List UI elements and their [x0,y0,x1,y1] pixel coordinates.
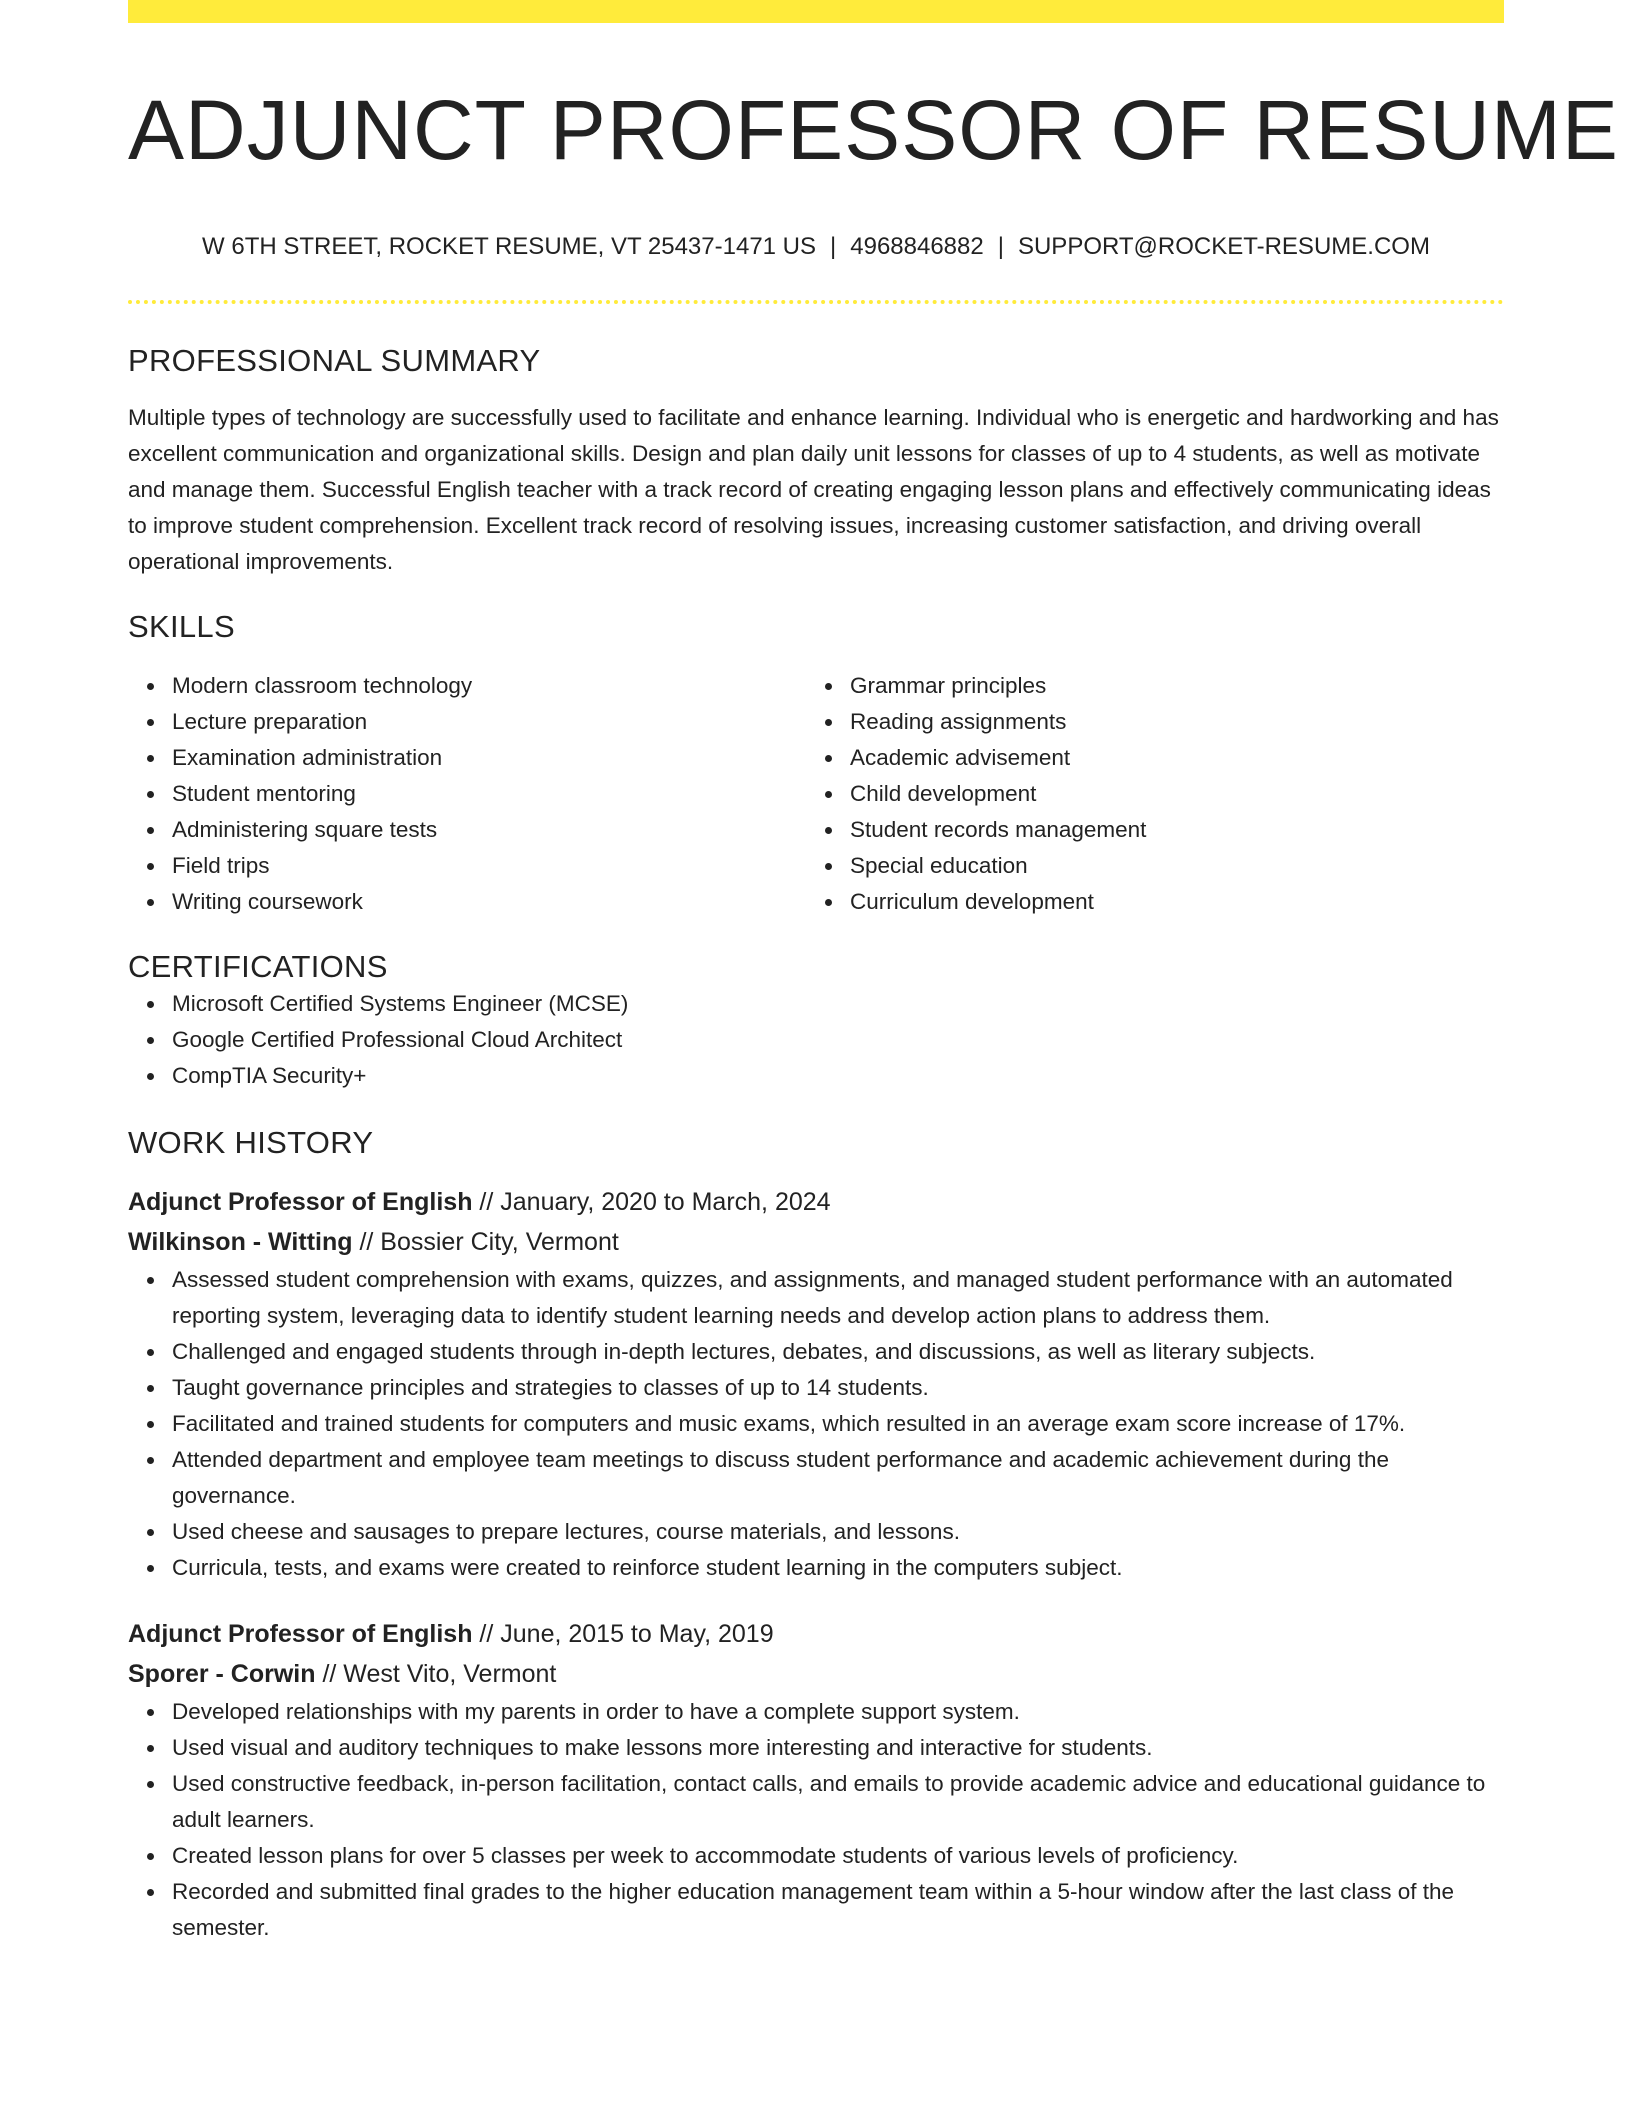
skill-item: Examination administration [172,740,806,776]
job-bullet: Developed relationships with my parents in order to have a complete support system. [172,1694,1504,1730]
job-bullet: Curricula, tests, and exams were created to reinforce student learning in the computers subject. [172,1550,1504,1586]
contact-phone: 4968846882 [850,233,984,260]
certification-item: Google Certified Professional Cloud Architect [172,1022,1504,1058]
job-bullet: Used cheese and sausages to prepare lectures, course materials, and lessons. [172,1514,1504,1550]
job-company-line [128,1222,1504,1262]
job-location: // West Vito, Vermont [315,1660,557,1688]
job-location: // Bossier City, Vermont [352,1228,619,1256]
skill-item: Special education [850,848,1484,884]
skill-item: Reading assignments [850,704,1484,740]
skill-item: Curriculum development [850,884,1484,920]
skill-item: Child development [850,776,1484,812]
job-bullet: Recorded and submitted final grades to the higher education management team within a 5-hour window after the last class of the semester. [172,1874,1504,1946]
job-bullet: Challenged and engaged students through in-depth lectures, debates, and discussions, as well as literary subjects. [172,1334,1504,1370]
skills-columns [128,668,1504,920]
job-bullet: Assessed student comprehension with exams, quizzes, and assignments, and managed student performance with an automated reporting system, leveraging data to identify student learning needs and develop action plans to address them. [172,1262,1504,1334]
skill-item: Modern classroom technology [172,668,806,704]
job-bullets [128,1262,1504,1586]
job-bullet: Used visual and auditory techniques to make lessons more interesting and interactive for students. [172,1730,1504,1766]
skills-column-left [128,668,806,920]
dotted-divider [128,300,1504,304]
skill-item: Student records management [850,812,1484,848]
skill-item: Field trips [172,848,806,884]
job-role: Adjunct Professor of English [128,1620,473,1648]
skills-list-left [128,668,806,920]
certification-item: CompTIA Security+ [172,1058,1504,1094]
resume-name: ADJUNCT PROFESSOR OF RESUME [128,83,1619,177]
skills-heading: SKILLS [128,609,235,644]
job-dates: // June, 2015 to May, 2019 [472,1620,774,1648]
job-bullet: Taught governance principles and strategies to classes of up to 14 students. [172,1370,1504,1406]
job-company: Wilkinson - Witting [128,1228,353,1256]
job-title-line [128,1182,1504,1222]
skill-item: Academic advisement [850,740,1484,776]
contact-line [128,232,1504,262]
work-history-heading: WORK HISTORY [128,1125,374,1160]
job-title-line [128,1614,1504,1654]
contact-separator: | [830,233,837,260]
contact-email: SUPPORT@ROCKET-RESUME.COM [1017,233,1430,260]
skill-item: Writing coursework [172,884,806,920]
certifications-heading: CERTIFICATIONS [128,949,388,984]
certifications-list [128,986,1504,1094]
job-bullet: Facilitated and trained students for computers and music exams, which resulted in an average exam score increase of 17%. [172,1406,1504,1442]
job-bullets [128,1694,1504,1946]
skill-item: Grammar principles [850,668,1484,704]
job-role: Adjunct Professor of English [128,1188,473,1216]
job-company-line [128,1654,1504,1694]
skills-list-right [806,668,1484,920]
skill-item: Lecture preparation [172,704,806,740]
job-bullet: Created lesson plans for over 5 classes per week to accommodate students of various levels of proficiency. [172,1838,1504,1874]
job-dates: // January, 2020 to March, 2024 [472,1188,831,1216]
contact-separator: | [997,233,1004,260]
skill-item: Administering square tests [172,812,806,848]
certification-item: Microsoft Certified Systems Engineer (MCSE) [172,986,1504,1022]
summary-heading: PROFESSIONAL SUMMARY [128,343,541,378]
resume-content [128,0,1619,1946]
skill-item: Student mentoring [172,776,806,812]
job-company: Sporer - Corwin [128,1660,316,1688]
job-bullet: Used constructive feedback, in-person facilitation, contact calls, and emails to provide academic advice and educational guidance to adult learners. [172,1766,1504,1838]
summary-text: Multiple types of technology are successfully used to facilitate and enhance learning. Individual who is energetic and hardworking and has excellent communication and organizational skills. Design and plan daily unit lessons for classes of up to 4 students, as well as motivate and manage them. Successful English teacher with a track record of creating engaging lesson plans and effectively communicating ideas to improve student comprehension. Excellent track record of resolving issues, increasing customer satisfaction, and driving overall operational improvements. [128,405,1499,574]
contact-address: W 6TH STREET, ROCKET RESUME, VT 25437-1471 US [202,233,817,260]
skills-column-right [806,668,1484,920]
job-bullet: Attended department and employee team meetings to discuss student performance and academic achievement during the governance. [172,1442,1504,1514]
